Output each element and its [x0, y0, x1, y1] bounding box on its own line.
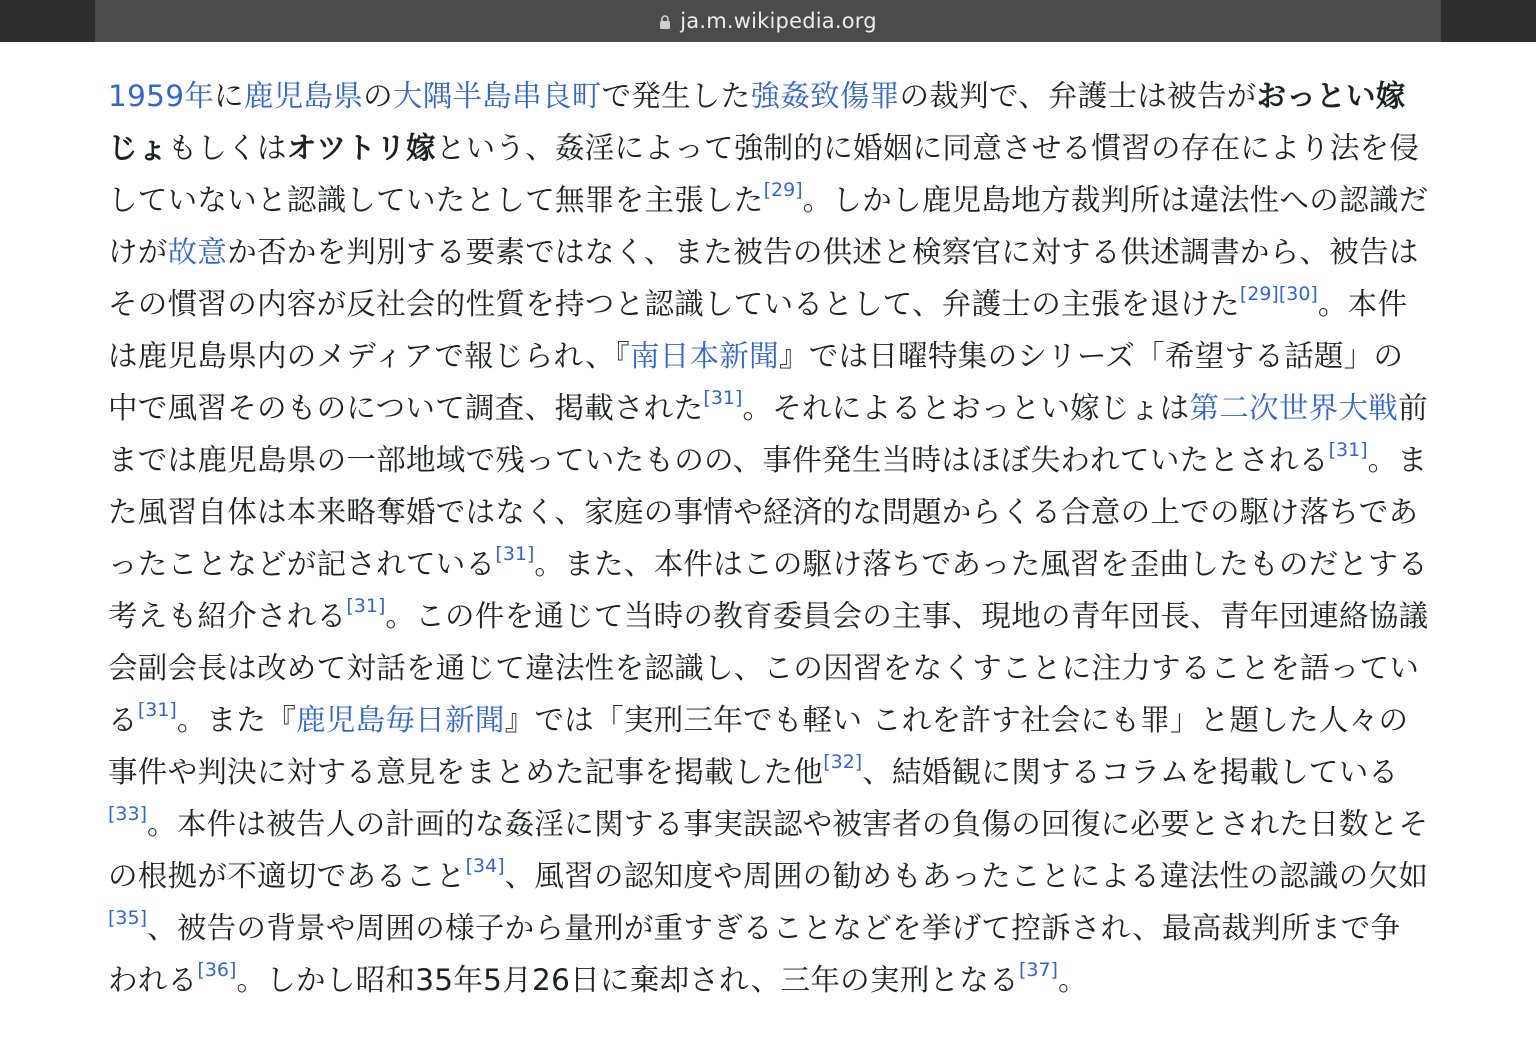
link-ww2[interactable]: 第二次世界大戦	[1189, 391, 1399, 425]
bold-term-ottoi: おっとい嫁じょ	[108, 79, 1406, 165]
text: 。それによるとおっとい嫁じょは	[742, 391, 1190, 425]
text: もしくは	[167, 131, 287, 165]
ref-31[interactable]: [31]	[137, 699, 177, 721]
ref-36[interactable]: [36]	[197, 959, 237, 981]
ref-30[interactable]: [30]	[1278, 283, 1318, 305]
text: 』では「実刑三年でも軽い これを許す社会にも罪」と題した人々の事件や判決に対する意見をまとめた記事を掲載した他	[108, 703, 1409, 789]
text: 』では日曜特集のシリーズ「希望する話題」の中で風習そのものについて調査、掲載された	[108, 339, 1404, 425]
link-intent[interactable]: 故意	[167, 235, 228, 269]
text: 。また、本件はこの駆け落ちであった風習を歪曲したものだとする考えも紹介される	[108, 547, 1428, 633]
url-bar-right-edge	[1441, 0, 1536, 42]
ref-37[interactable]: [37]	[1018, 959, 1058, 981]
text: で発生した	[601, 79, 751, 113]
link-osumi[interactable]: 大隅半島	[392, 79, 513, 113]
ref-31[interactable]: [31]	[346, 595, 386, 617]
text: 。本件は被告人の計画的な姦淫に関する事実誤認や被害者の負傷の回復に必要とされた日数とその根拠が不適切であること	[108, 807, 1429, 893]
text: に	[214, 79, 244, 113]
lock-icon	[659, 15, 671, 30]
article-body	[108, 70, 1430, 1006]
ref-33[interactable]: [33]	[108, 803, 148, 825]
link-kushira[interactable]: 串良町	[512, 79, 602, 113]
ref-31[interactable]: [31]	[1328, 439, 1368, 461]
link-crime[interactable]: 強姦致傷罪	[750, 79, 900, 113]
ref-29[interactable]: [29]	[1239, 283, 1279, 305]
text: 。本件は鹿児島県内のメディアで報じられ、『	[108, 287, 1408, 373]
text: 前までは鹿児島県の一部地域で残っていたものの、事件発生当時はほぼ失われていたとされる	[108, 391, 1428, 477]
text: 、被告の背景や周囲の様子から量刑が重すぎることなどを挙げて控訴され、最高裁判所まで争われる	[108, 911, 1401, 997]
url-bar[interactable]	[0, 0, 1536, 42]
text: の裁判で、弁護士は被告が	[899, 79, 1257, 113]
ref-29[interactable]: [29]	[763, 179, 803, 201]
text: 。この件を通じて当時の教育委員会の主事、現地の青年団長、青年団連絡協議会副会長は改めて対話を通じて違法性を認識し、この因習をなくすことに注力することを語っている	[108, 599, 1429, 737]
text: か否かを判別する要素ではなく、また被告の供述と検察官に対する供述調書から、被告はその慣習の内容が反社会的性質を持つと認識しているとして、弁護士の主張を退けた	[108, 235, 1419, 321]
ref-31[interactable]: [31]	[703, 387, 743, 409]
text: 、結婚観に関するコラムを掲載している	[862, 755, 1399, 789]
text: 。しかし鹿児島地方裁判所は違法性への認識だけが	[108, 183, 1429, 269]
link-kagoshima[interactable]: 鹿児島県	[243, 79, 364, 113]
link-minami-nippon[interactable]: 南日本新聞	[629, 339, 779, 373]
text: 、風習の認知度や周囲の勧めもあったことによる違法性の認識の欠如	[504, 859, 1429, 893]
text: 。また『	[176, 703, 297, 737]
ref-34[interactable]: [34]	[465, 855, 505, 877]
bold-term-otsutori: オツトリ嫁	[286, 131, 436, 165]
url-text: ja.m.wikipedia.org	[680, 9, 877, 33]
text: という、姦淫によって強制的に婚姻に同意させる慣習の存在により法を侵していないと認識していたとして無罪を主張した	[108, 131, 1420, 217]
ref-32[interactable]: [32]	[823, 751, 863, 773]
text: の	[363, 79, 393, 113]
article-paragraph	[108, 70, 1430, 1006]
text: 。しかし昭和35年5月26日に棄却され、三年の実刑となる	[236, 963, 1019, 997]
ref-31[interactable]: [31]	[495, 543, 535, 565]
url-bar-left-edge	[0, 0, 95, 42]
ref-35[interactable]: [35]	[108, 907, 148, 929]
link-kagoshima-mainichi[interactable]: 鹿児島毎日新聞	[296, 703, 505, 737]
text: 。	[1057, 963, 1088, 997]
text: 。また風習自体は本来略奪婚ではなく、家庭の事情や経済的な問題からくる合意の上での駆け落ちであったことなどが記されている	[108, 443, 1428, 581]
link-1959[interactable]: 1959年	[108, 79, 215, 113]
